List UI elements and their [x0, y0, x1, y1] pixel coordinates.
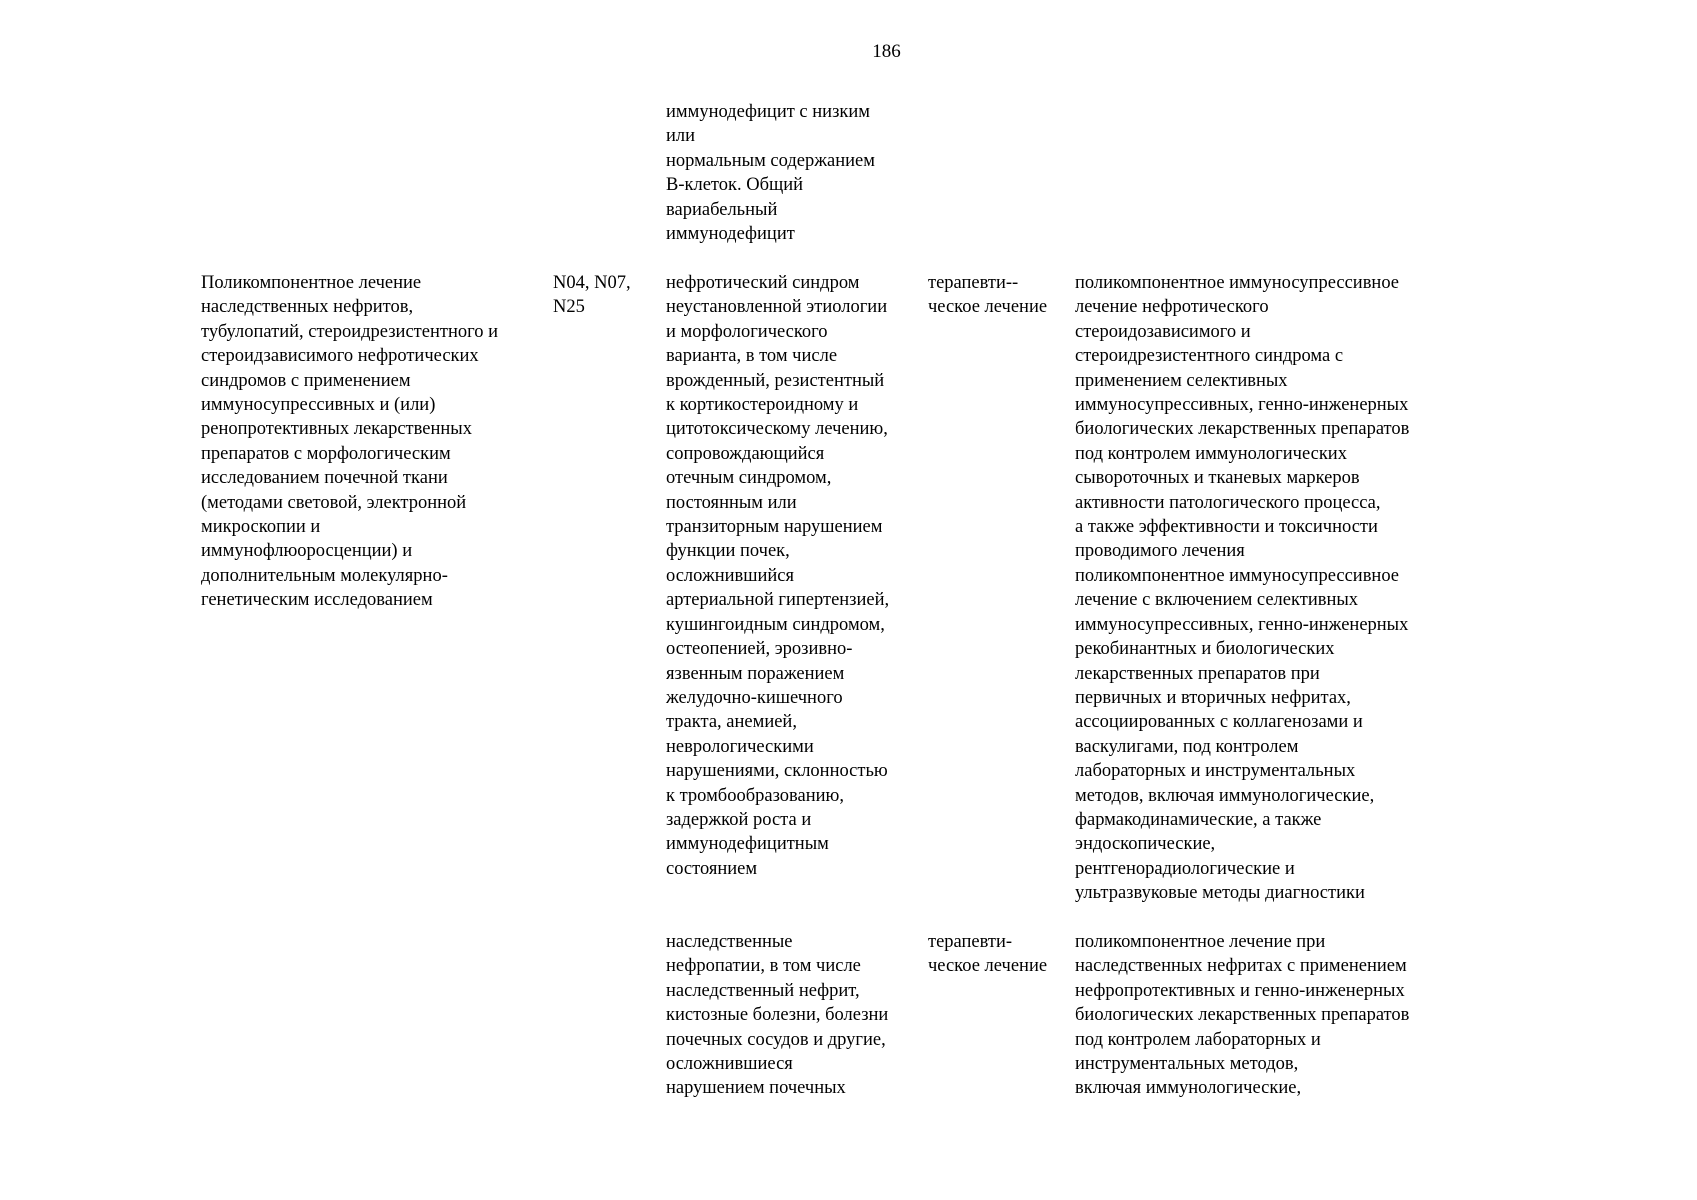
text-line: иммуносупрессивных, генно-инженерных	[1075, 614, 1409, 635]
text-line: остеопенией, эрозивно-	[666, 639, 853, 660]
text-line: желудочно-кишечного	[666, 687, 843, 708]
text-line: нарушением почечных	[666, 1078, 846, 1099]
text-line: постоянным или	[666, 492, 797, 513]
text-line: задержкой роста и	[666, 809, 812, 830]
text-line: состоянием	[666, 858, 758, 879]
text-line: N04, N07,	[553, 273, 631, 293]
text-line: к тромбообразованию,	[666, 785, 844, 806]
treatment-type-entry-1	[928, 271, 1078, 320]
text-line: включая иммунологические,	[1075, 1078, 1302, 1099]
text-line: наследственных нефритах с применением	[1075, 956, 1407, 977]
treatment-type-entry-2	[928, 930, 1078, 979]
text-line: стероидрезистентного синдрома с	[1075, 346, 1344, 367]
text-line: B-клеток. Общий	[666, 175, 804, 196]
text-line: генетическим исследованием	[201, 590, 433, 611]
text-line: лабораторных и инструментальных	[1075, 761, 1356, 782]
diagnosis-entry-1	[666, 271, 926, 881]
text-line: артериальной гипертензией,	[666, 590, 890, 611]
text-line: первичных и вторичных нефритах,	[1075, 687, 1351, 708]
text-line: инструментальных методов,	[1075, 1054, 1299, 1075]
text-line: лечение с включением селективных	[1075, 590, 1359, 611]
page-number: 186	[872, 41, 901, 62]
text-line: поликомпонентное иммуносупрессивное	[1075, 565, 1400, 586]
text-line: почечных сосудов и другие,	[666, 1029, 886, 1050]
text-line: цитотоксическому лечению,	[666, 419, 888, 440]
text-line: осложнившийся	[666, 565, 795, 586]
text-line: поликомпонентное лечение при	[1075, 932, 1326, 952]
text-line: нормальным содержанием	[666, 150, 875, 171]
text-line: неустановленной этиологии	[666, 297, 888, 318]
text-line: стероидзависимого нефротических	[201, 346, 479, 367]
text-line: методов, включая иммунологические,	[1075, 785, 1375, 806]
text-line: активности патологического процесса,	[1075, 492, 1381, 513]
text-line: проводимого лечения	[1075, 541, 1245, 562]
text-line: васкулигами, под контролем	[1075, 736, 1299, 757]
text-line: Поликомпонентное лечение	[201, 273, 422, 293]
text-line: биологических лекарственных препаратов	[1075, 419, 1410, 440]
text-line: терапевти-	[928, 932, 1013, 952]
text-line: синдромов с применением	[201, 370, 411, 391]
text-line: исследованием почечной ткани	[201, 468, 448, 489]
icd-codes	[553, 271, 653, 320]
text-line: вариабельный	[666, 199, 778, 220]
text-line: (методами световой, электронной	[201, 492, 467, 513]
text-line: наследственные	[666, 932, 793, 952]
text-line: сывороточных и тканевых маркеров	[1075, 468, 1360, 489]
text-line: рентгенорадиологические и	[1075, 858, 1295, 879]
text-line: кистозные болезни, болезни	[666, 1005, 889, 1026]
text-line: препаратов с морфологическим	[201, 443, 451, 464]
text-line: применением селективных	[1075, 370, 1288, 391]
text-line: ассоциированных с коллагенозами и	[1075, 712, 1363, 733]
text-line: под контролем иммунологических	[1075, 443, 1347, 464]
text-line: тубулопатий, стероидрезистентного и	[201, 321, 499, 342]
text-line: рекобинантных и биологических	[1075, 639, 1335, 660]
treatment-method-entry-1	[1075, 271, 1475, 906]
text-line: к кортикостероидному и	[666, 395, 859, 416]
text-line: нарушениями, склонностью	[666, 761, 888, 782]
text-line: наследственный нефрит,	[666, 980, 860, 1001]
text-line: нефропротективных и генно-инженерных	[1075, 980, 1405, 1001]
text-line: неврологическими	[666, 736, 814, 757]
text-line: транзиторным нарушением	[666, 517, 883, 538]
text-line: фармакодинамические, а также	[1075, 809, 1322, 830]
text-line: лекарственных препаратов при	[1075, 663, 1320, 684]
text-line: осложнившиеся	[666, 1054, 793, 1075]
text-line: ческое лечение	[928, 297, 1048, 318]
text-line: дополнительным молекулярно-	[201, 565, 448, 586]
text-line: функции почек,	[666, 541, 790, 562]
text-line: и морфологического	[666, 321, 828, 342]
text-line: варианта, в том числе	[666, 346, 838, 367]
text-line: иммунофлюоросценции) и	[201, 541, 413, 562]
text-line: иммунодефицит с низким	[666, 102, 870, 122]
text-line: ультразвуковые методы диагностики	[1075, 883, 1365, 904]
text-line: ренопротективных лекарственных	[201, 419, 472, 440]
text-line: иммуносупрессивных, генно-инженерных	[1075, 395, 1409, 416]
text-line: тракта, анемией,	[666, 712, 797, 733]
text-line: терапевти--	[928, 273, 1019, 293]
text-line: микроскопии и	[201, 517, 321, 538]
continuation-diagnosis	[666, 100, 926, 246]
text-line: нефротический синдром	[666, 273, 860, 293]
text-line: биологических лекарственных препаратов	[1075, 1005, 1410, 1026]
text-line: эндоскопические,	[1075, 834, 1216, 855]
text-line: под контролем лабораторных и	[1075, 1029, 1321, 1050]
text-line: сопровождающийся	[666, 443, 825, 464]
text-line: иммунодефицитным	[666, 834, 829, 855]
diagnosis-entry-2	[666, 930, 926, 1101]
text-line: или	[666, 126, 696, 147]
text-line: врожденный, резистентный	[666, 370, 885, 391]
text-line: кушингоидным синдромом,	[666, 614, 885, 635]
text-line: наследственных нефритов,	[201, 297, 414, 318]
text-line: лечение нефротического	[1075, 297, 1269, 318]
text-line: поликомпонентное иммуносупрессивное	[1075, 273, 1400, 293]
text-line: отечным синдромом,	[666, 468, 832, 489]
text-line: N25	[553, 297, 585, 318]
text-line: стероидозависимого и	[1075, 321, 1251, 342]
text-line: язвенным поражением	[666, 663, 845, 684]
treatment-name	[201, 271, 551, 613]
text-line: иммунодефицит	[666, 224, 795, 245]
text-line: а также эффективности и токсичности	[1075, 517, 1378, 538]
text-line: ческое лечение	[928, 956, 1048, 977]
text-line: нефропатии, в том числе	[666, 956, 861, 977]
treatment-method-entry-2	[1075, 930, 1475, 1101]
text-line: иммуносупрессивных и (или)	[201, 395, 436, 416]
